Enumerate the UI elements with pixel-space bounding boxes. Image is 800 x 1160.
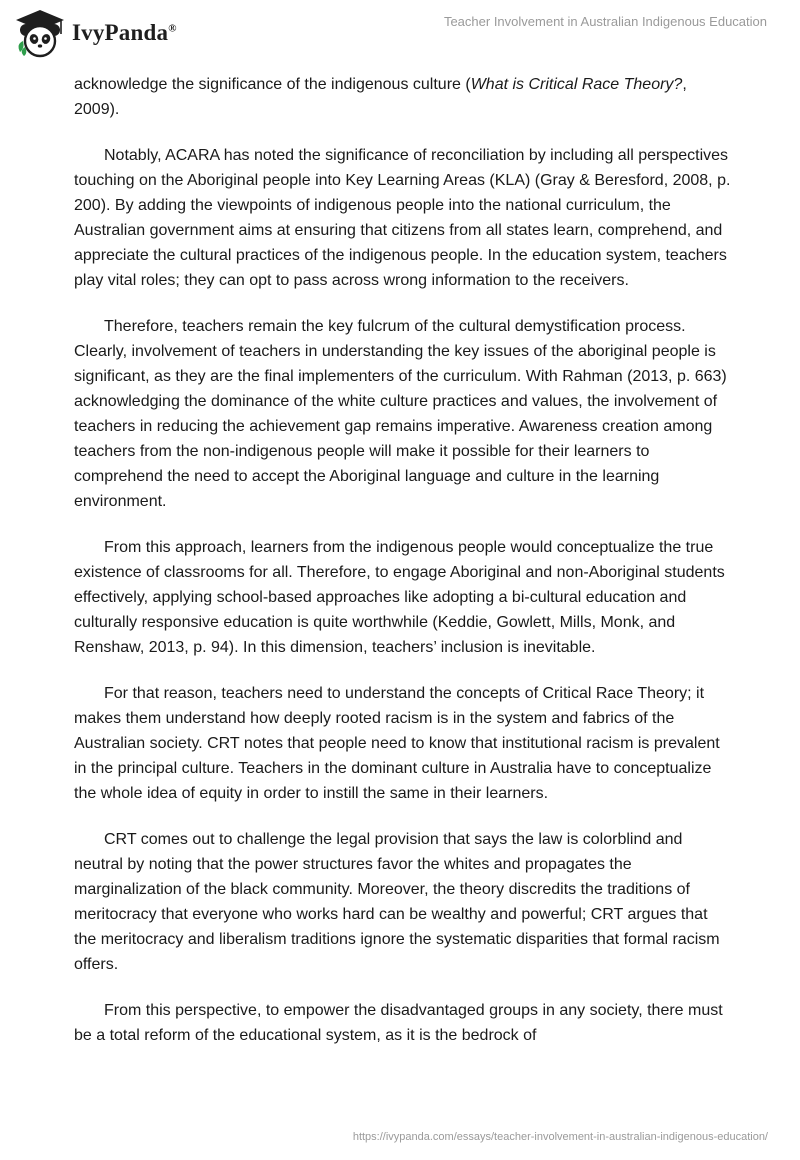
brand-name: IvyPanda® [72,20,177,45]
source-url[interactable]: https://ivypanda.com/essays/teacher-involvement-in-australian-indigenous-education/ [352,1131,768,1143]
paragraph: Therefore, teachers remain the key fulcrum of the cultural demystification process. Clearly, involvement of teachers in understanding the key issues of the aboriginal people is significant, as they are the final implementers of the curriculum. With Rahman (2013, p. 663) acknowledging the dominance of the white culture practices and values, the involvement of teachers in reducing the achievement gap remains imperative. Awareness creation among teachers from the non-indigenous people will make it possible for their learners to comprehend the need to accept the Aboriginal language and culture in the learning environment. [74,318,727,510]
page-header [0,0,800,70]
brand-logo[interactable] [14,8,177,58]
paragraph: Notably, ACARA has noted the significance of reconciliation by including all perspectives touching on the Aboriginal people into Key Learning Areas (KLA) (Gray & Beresford, 2008, p. 200). By adding the viewpoints of indigenous people into the national curriculum, the Australian government aims at ensuring that citizens from all states learn, comprehend, and appreciate the cultural practices of the indigenous people. In the education system, teachers play vital roles; they can opt to pass across wrong information to the receivers. [74,147,731,289]
document-title: Teacher Involvement in Australian Indigenous Education [443,14,767,29]
paragraph: acknowledge the significance of the indigenous culture (What is Critical Race Theory?, 2009). [74,76,687,118]
paragraph: CRT comes out to challenge the legal provision that says the law is colorblind and neutral by noting that the power structures favor the whites and propagates the marginalization of the black community. Moreover, the theory discredits the traditions of meritocracy that everyone who works hard can be wealthy and powerful; CRT argues that the meritocracy and liberalism traditions ignore the systematic disparities that formal racism offers. [74,831,720,973]
paragraph: For that reason, teachers need to understand the concepts of Critical Race Theory; it makes them understand how deeply rooted racism is in the system and fabrics of the Australian society. CRT notes that people need to know that institutional racism is prevalent in the principal culture. Teachers in the dominant culture in Australia have to conceptualize the whole idea of equity in order to instill the same in their learners. [74,685,720,802]
citation-title: What is Critical Race Theory? [470,76,683,93]
essay-body [74,72,734,1069]
panda-graduation-cap-icon [14,8,66,58]
paragraph: From this perspective, to empower the disadvantaged groups in any society, there must be a total reform of the educational system, as it is the bedrock of [74,1002,723,1044]
paragraph: From this approach, learners from the indigenous people would conceptualize the true existence of classrooms for all. Therefore, to engage Aboriginal and non-Aboriginal students effectively, applying school-based approaches like adopting a bi-cultural education and culturally responsive education is quite worthwhile (Keddie, Gowlett, Mills, Monk, and Renshaw, 2013, p. 94). In this dimension, teachers’ inclusion is inevitable. [74,539,725,656]
registered-mark: ® [168,22,177,35]
